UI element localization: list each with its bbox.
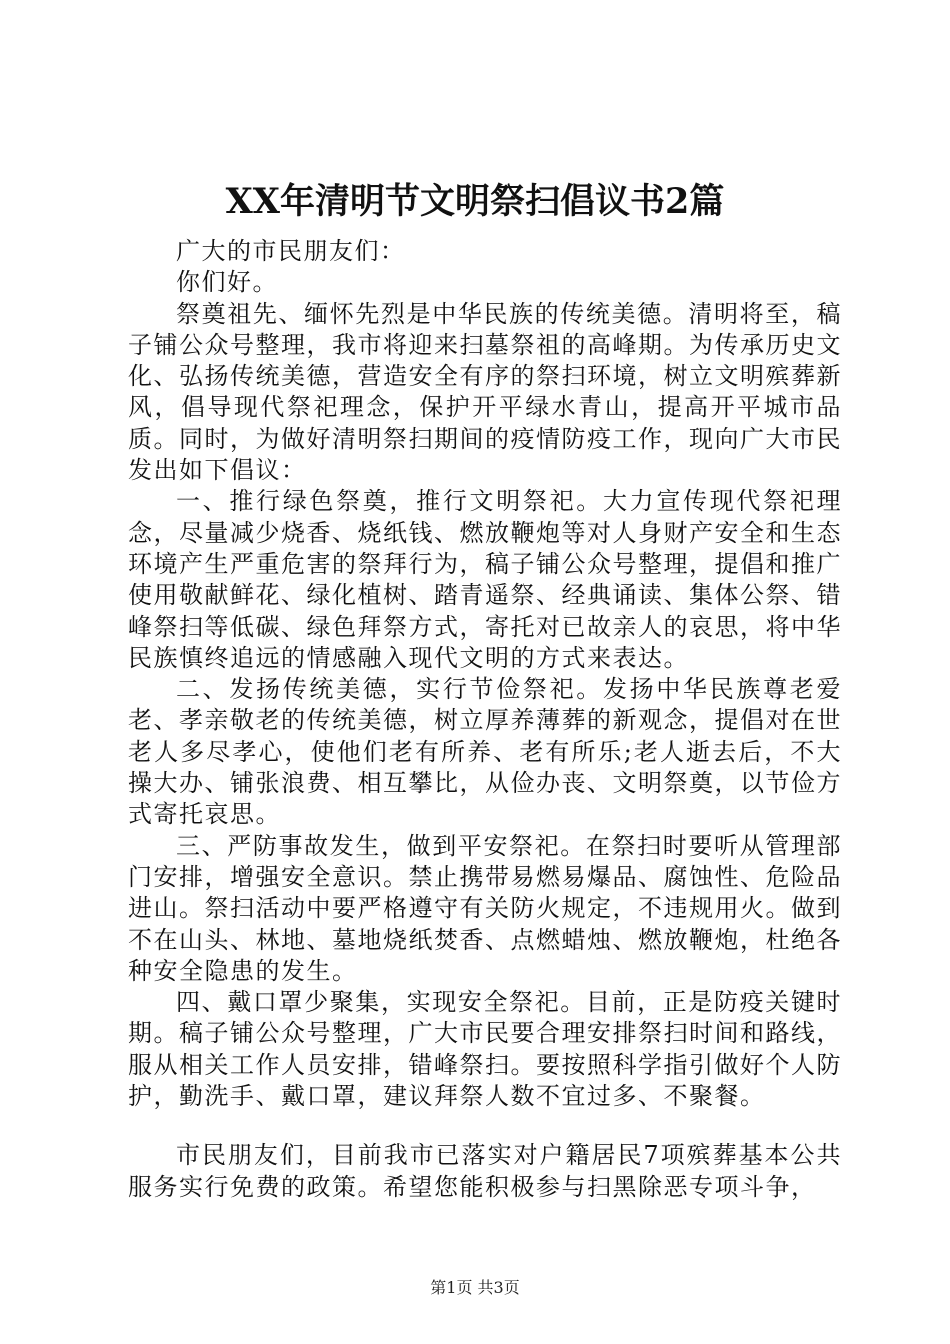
document-title: XX年清明节文明祭扫倡议书2篇	[225, 181, 725, 222]
proposal-1-paragraph: 一、推行绿色祭奠，推行文明祭祀。大力宣传现代祭祀理念，尽量减少烧香、烧纸钱、燃放鞭炮等对人身财产安全和生态环境产生严重危害的祭拜行为，稿子铺公众号整理，提倡和推广使用敬献鲜花、绿化植树、踏青遥祭、经典诵读、集体公祭、错峰祭扫等低碳、绿色拜祭方式，寄托对已故亲人的哀思，将中华民族慎终追远的情感融入现代文明的方式来表达。	[128, 487, 842, 672]
proposal-3-paragraph: 三、严防事故发生，做到平安祭祀。在祭扫时要听从管理部门安排，增强安全意识。禁止携带易燃易爆品、腐蚀性、危险品进山。祭扫活动中要严格遵守有关防火规定，不违规用火。做到不在山头、林地、墓地烧纸焚香、点燃蜡烛、燃放鞭炮，杜绝各种安全隐患的发生。	[128, 831, 842, 985]
proposal-4-paragraph: 四、戴口罩少聚集，实现安全祭祀。目前，正是防疫关键时期。稿子铺公众号整理，广大市民要合理安排祭扫时间和路线，服从相关工作人员安排，错峰祭扫。要按照科学指引做好个人防护，勤洗手、戴口罩，建议拜祭人数不宜过多、不聚餐。	[128, 988, 842, 1111]
salutation: 广大的市民朋友们：	[176, 237, 406, 265]
greeting: 你们好。	[176, 268, 278, 297]
proposal-2-paragraph: 二、发扬传统美德，实行节俭祭祀。发扬中华民族尊老爱老、孝亲敬老的传统美德，树立厚养薄葬的新观念，提倡对在世老人多尽孝心，使他们老有所养、老有所乐;老人逝去后，不大操大办、铺张浪费、相互攀比，从俭办丧、文明祭奠，以节俭方式寄托哀思。	[128, 675, 842, 829]
intro-paragraph: 祭奠祖先、缅怀先烈是中华民族的传统美德。清明将至，稿子铺公众号整理，我市将迎来扫墓祭祖的高峰期。为传承历史文化、弘扬传统美德，营造安全有序的祭扫环境，树立文明殡葬新风，倡导现代祭祀理念，保护开平绿水青山，提高开平城市品质。同时，为做好清明祭扫期间的疫情防疫工作，现向广大市民发出如下倡议：	[128, 299, 842, 485]
page-footer: 第1页 共3页	[430, 1278, 520, 1297]
document-body	[128, 236, 842, 1203]
closing-paragraph: 市民朋友们，目前我市已落实对户籍居民7项殡葬基本公共服务实行免费的政策。希望您能积极参与扫黑除恶专项斗争，	[128, 1141, 842, 1201]
